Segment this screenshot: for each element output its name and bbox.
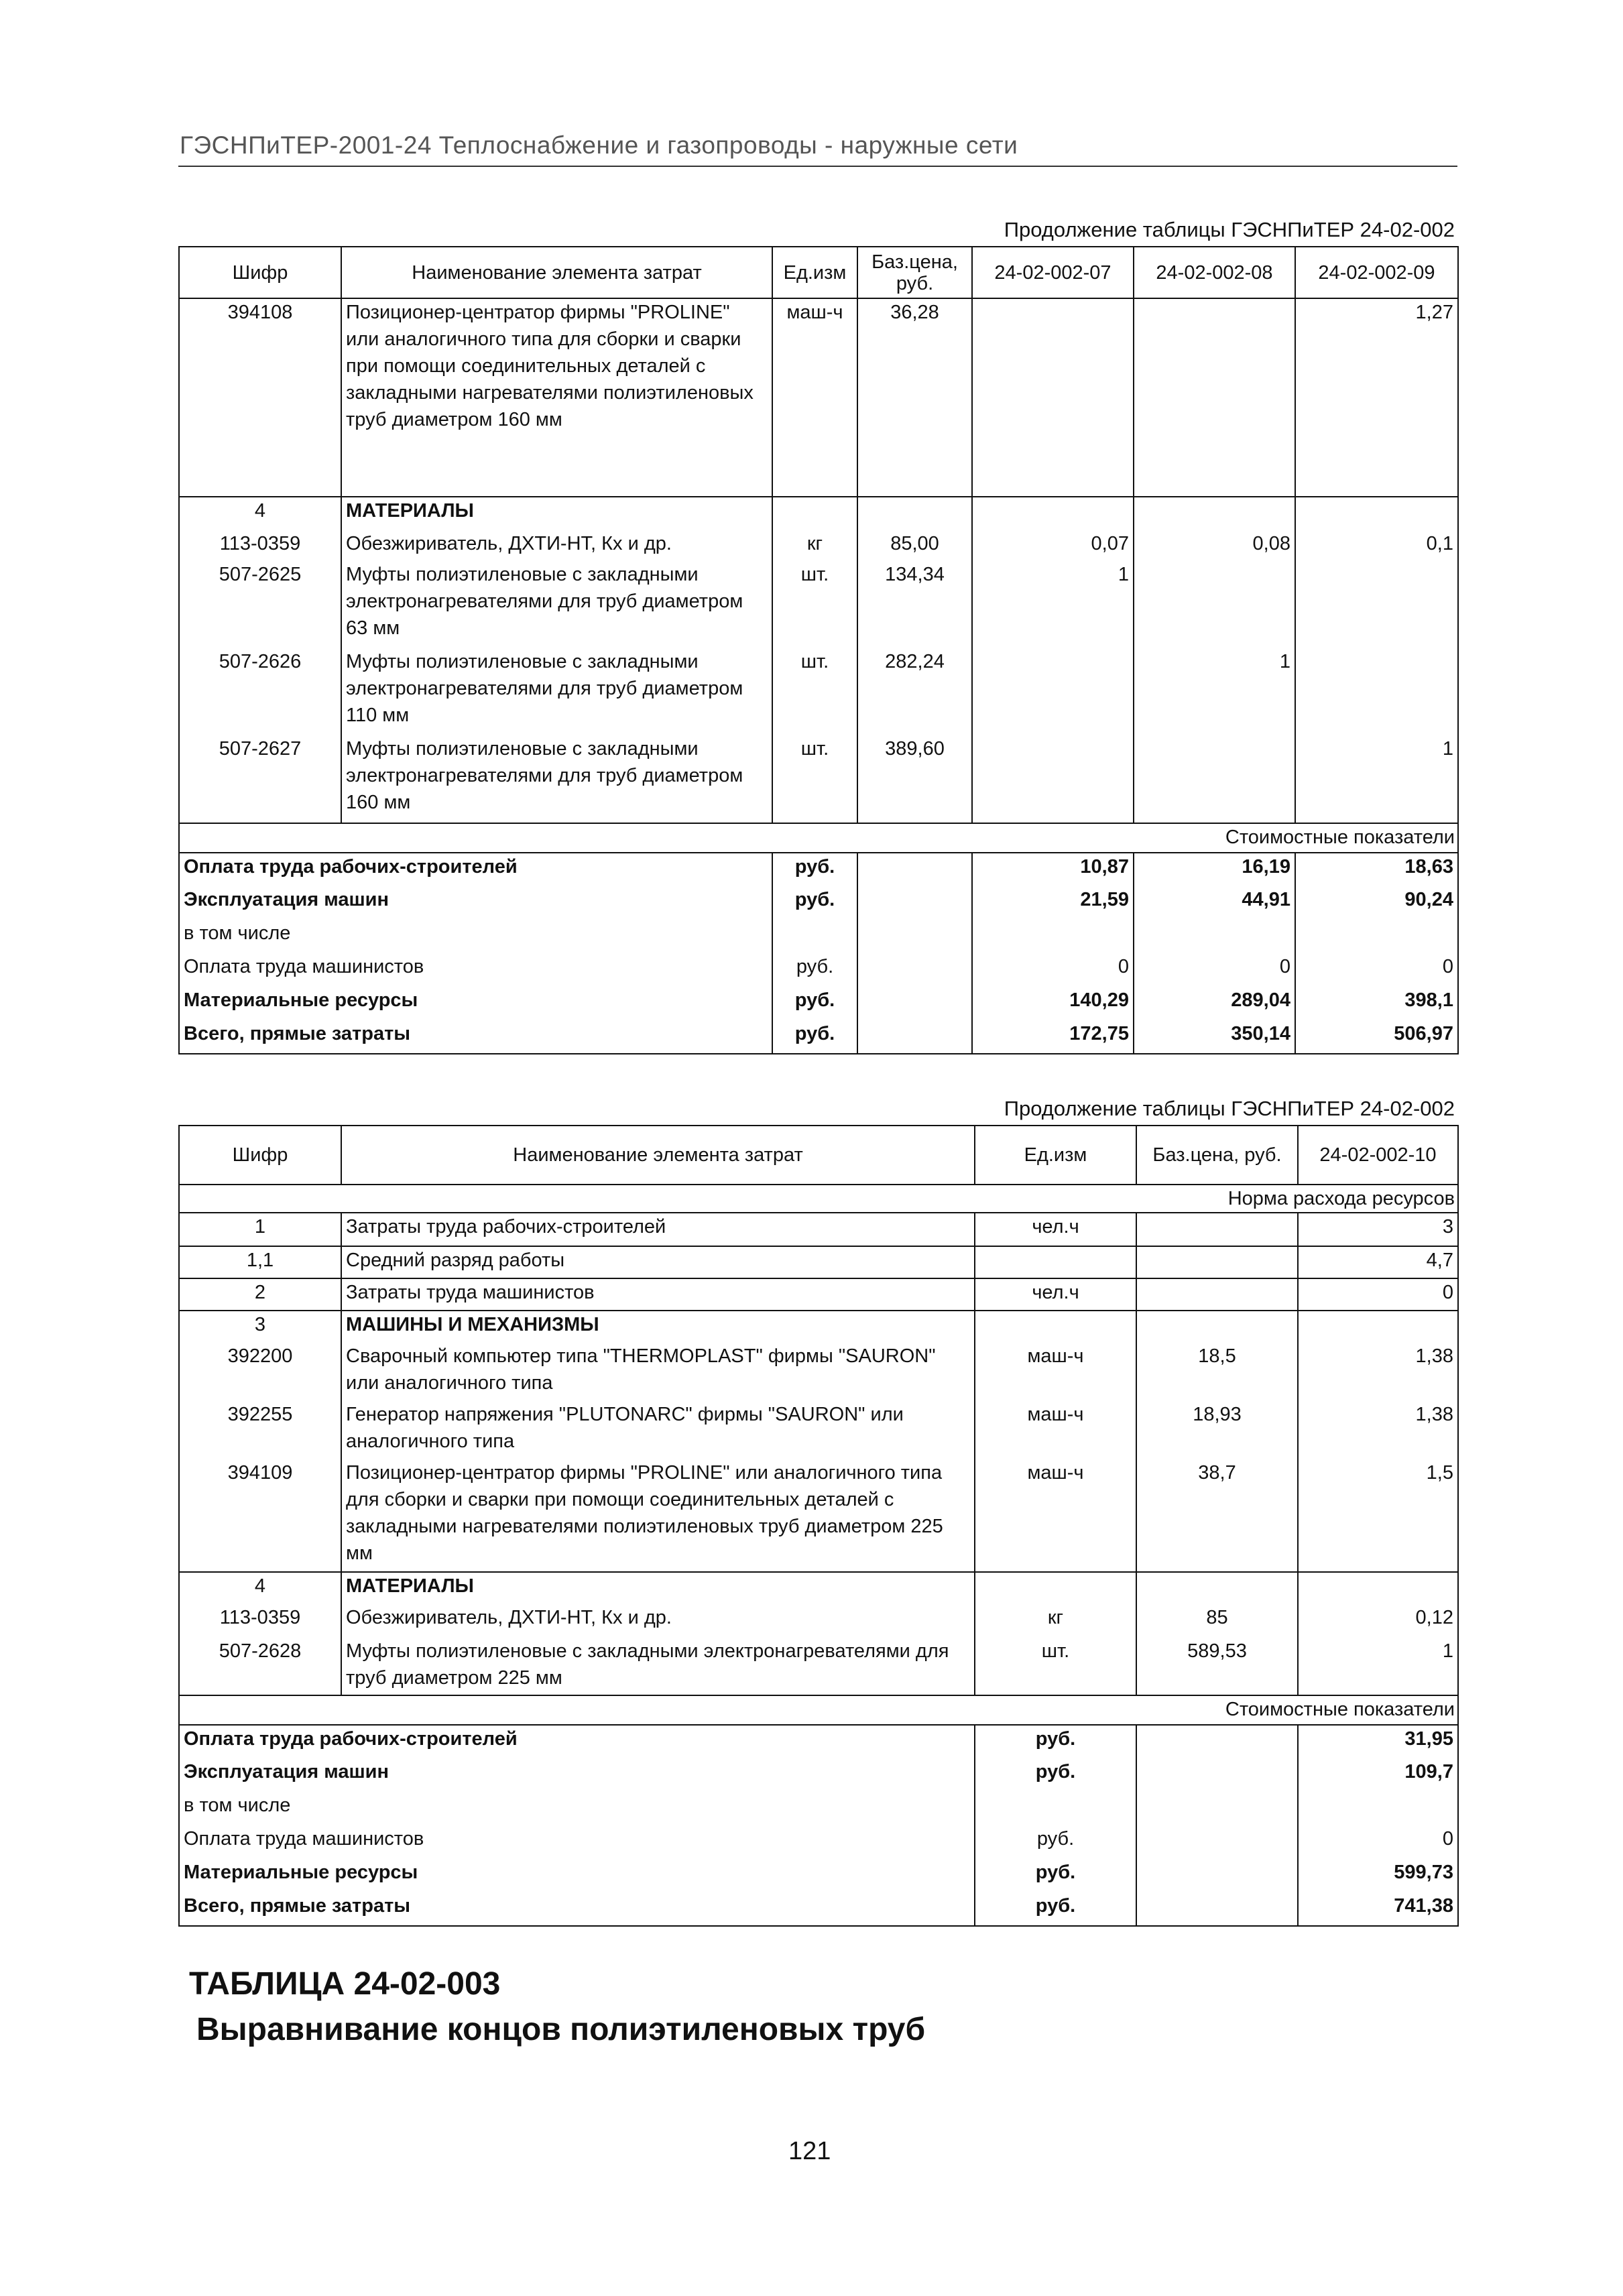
cost-value: 599,73 [1298,1859,1458,1892]
cost-row [179,1859,1458,1892]
cost-name: Всего, прямые затраты [179,1020,772,1054]
row-code: 507-2628 [179,1638,341,1695]
table1-continuation-label: Продолжение таблицы ГЭСНПиТЕР 24-02-002 [1004,218,1455,241]
table-row [179,1246,1458,1278]
row-value: 1,38 [1298,1401,1458,1459]
row-code: 392200 [179,1343,341,1401]
cost-value-07: 0 [972,953,1134,987]
table-row [179,1572,1458,1604]
row-unit: чел.ч [975,1213,1136,1246]
cost-price-empty [857,920,972,953]
row-price [1136,1311,1298,1343]
row-unit [975,1572,1136,1604]
row-price: 36,28 [857,298,972,497]
row-unit: кг [772,530,857,561]
table-row [179,648,1458,735]
row-code: 2 [179,1278,341,1311]
table2-header-row [179,1126,1458,1185]
cost-unit: руб. [975,1892,1136,1926]
cost-name: в том числе [179,1792,975,1825]
cost-value: 109,7 [1298,1758,1458,1792]
cost-row [179,1892,1458,1926]
cost-unit: руб. [772,1020,857,1054]
row-code: 507-2626 [179,648,341,735]
col-header-code: Шифр [179,247,341,298]
cost-value-08: 289,04 [1134,987,1295,1020]
cost-row [179,1725,1458,1758]
cost-value-08: 16,19 [1134,853,1295,886]
cost-row [179,853,1458,886]
row-value-08 [1134,561,1295,648]
table-row [179,561,1458,648]
row-code: 4 [179,1572,341,1604]
cost-value-08: 0 [1134,953,1295,987]
table-row [179,1638,1458,1695]
row-unit [772,497,857,530]
cost-value-07: 21,59 [972,886,1134,920]
row-name: Средний разряд работы [341,1246,975,1278]
page-number: 121 [788,2137,831,2165]
table-row [179,1604,1458,1638]
row-name: Позиционер-центратор фирмы "PROLINE" или аналогичного типа для сборки и сварки при помощи соединительных деталей с закладными нагревателями полиэтиленовых труб диаметром 160 мм [341,298,772,497]
row-name: Обезжириватель, ДХТИ-НТ, Кх и др. [341,1604,975,1638]
cost-unit: руб. [975,1859,1136,1892]
row-value-08: 0,08 [1134,530,1295,561]
row-unit [975,1311,1136,1343]
row-unit: маш-ч [975,1401,1136,1459]
table2 [178,1125,1459,1927]
row-name: Затраты труда рабочих-строителей [341,1213,975,1246]
row-unit: маш-ч [975,1343,1136,1401]
cost-unit: руб. [975,1758,1136,1792]
row-value-09: 1 [1295,735,1458,823]
cost-unit: руб. [772,853,857,886]
cost-unit: руб. [975,1825,1136,1859]
row-unit: чел.ч [975,1278,1136,1311]
row-value: 1 [1298,1638,1458,1695]
row-price: 589,53 [1136,1638,1298,1695]
row-unit: шт. [772,561,857,648]
row-value: 1,38 [1298,1343,1458,1401]
cost-value-07: 10,87 [972,853,1134,886]
cost-name: в том числе [179,920,772,953]
cost-name: Эксплуатация машин [179,886,772,920]
row-value-09: 1,27 [1295,298,1458,497]
row-value-08: 1 [1134,648,1295,735]
cost-value-09 [1295,920,1458,953]
page-header-title: ГЭСНПиТЕР-2001-24 Теплоснабжение и газопроводы - наружные сети [180,131,1018,159]
cost-unit: руб. [772,987,857,1020]
cost-name: Оплата труда рабочих-строителей [179,1725,975,1758]
row-unit [975,1246,1136,1278]
row-code: 4 [179,497,341,530]
cost-price-empty [1136,1758,1298,1792]
row-name: Муфты полиэтиленовые с закладными электронагревателями для труб диаметром 110 мм [341,648,772,735]
row-code: 113-0359 [179,530,341,561]
cost-price-empty [857,987,972,1020]
row-value-07 [972,648,1134,735]
col-header-code: Шифр [179,1126,341,1185]
cost-row [179,1792,1458,1825]
cost-price-empty [857,853,972,886]
col-header-price: Баз.цена, руб. [1136,1126,1298,1185]
table-row [179,1213,1458,1246]
cost-row [179,1020,1458,1054]
cost-unit [772,920,857,953]
cost-name: Всего, прямые затраты [179,1892,975,1926]
cost-value: 741,38 [1298,1892,1458,1926]
row-value-09: 0,1 [1295,530,1458,561]
row-value: 0 [1298,1278,1458,1311]
cost-name: Материальные ресурсы [179,987,772,1020]
row-unit: шт. [975,1638,1136,1695]
row-price [1136,1246,1298,1278]
cost-value [1298,1792,1458,1825]
row-value-07 [972,497,1134,530]
row-name: Сварочный компьютер типа "THERMOPLAST" фирмы "SAURON" или аналогичного типа [341,1343,975,1401]
row-value-08 [1134,497,1295,530]
row-code: 394108 [179,298,341,497]
row-value [1298,1572,1458,1604]
cost-value-09: 18,63 [1295,853,1458,886]
row-value-08 [1134,735,1295,823]
cost-value-09: 0 [1295,953,1458,987]
row-price: 85,00 [857,530,972,561]
cost-value: 0 [1298,1825,1458,1859]
cost-value-08: 350,14 [1134,1020,1295,1054]
row-value [1298,1311,1458,1343]
cost-section-label: Стоимостные показатели [179,823,1458,853]
cost-value: 31,95 [1298,1725,1458,1758]
table2-continuation-label: Продолжение таблицы ГЭСНПиТЕР 24-02-002 [1004,1097,1455,1120]
col-header-name: Наименование элемента затрат [341,1126,975,1185]
row-name: МАТЕРИАЛЫ [341,1572,975,1604]
cost-row [179,987,1458,1020]
cost-value-07: 172,75 [972,1020,1134,1054]
table-row [179,1343,1458,1401]
cost-row [179,953,1458,987]
col-header-name: Наименование элемента затрат [341,247,772,298]
cost-name: Эксплуатация машин [179,1758,975,1792]
row-unit: шт. [772,648,857,735]
cost-value-09: 90,24 [1295,886,1458,920]
row-price: 282,24 [857,648,972,735]
cost-value-07: 140,29 [972,987,1134,1020]
row-code: 113-0359 [179,1604,341,1638]
cost-price-empty [1136,1825,1298,1859]
row-price: 85 [1136,1604,1298,1638]
cost-row [179,886,1458,920]
cost-price-empty [857,953,972,987]
cost-value-09: 398,1 [1295,987,1458,1020]
row-price: 38,7 [1136,1459,1298,1572]
col-header-07: 24-02-002-07 [972,247,1134,298]
row-value-07 [972,735,1134,823]
cost-section-row [179,1695,1458,1725]
row-price [857,497,972,530]
cost-unit: руб. [772,953,857,987]
cost-name: Материальные ресурсы [179,1859,975,1892]
col-header-unit: Ед.изм [772,247,857,298]
row-value-07: 1 [972,561,1134,648]
row-price: 134,34 [857,561,972,648]
row-name: Позиционер-центратор фирмы "PROLINE" или аналогичного типа для сборки и сварки при помощи соединительных деталей с закладными нагревателями полиэтиленовых труб диаметром 225 мм [341,1459,975,1572]
row-price: 18,93 [1136,1401,1298,1459]
row-unit: маш-ч [772,298,857,497]
row-code: 394109 [179,1459,341,1572]
header-divider [178,166,1457,167]
table-row [179,1278,1458,1311]
norm-section-label: Норма расхода ресурсов [179,1185,1458,1213]
row-value-09 [1295,561,1458,648]
cost-name: Оплата труда машинистов [179,1825,975,1859]
row-name: Генератор напряжения "PLUTONARC" фирмы "SAURON" или аналогичного типа [341,1401,975,1459]
col-header-unit: Ед.изм [975,1126,1136,1185]
table-row [179,1401,1458,1459]
row-name: Обезжириватель, ДХТИ-НТ, Кх и др. [341,530,772,561]
norm-section-row [179,1185,1458,1213]
cost-price-empty [1136,1725,1298,1758]
table1-header-row [179,247,1458,298]
cost-row [179,1825,1458,1859]
row-name: Затраты труда машинистов [341,1278,975,1311]
cost-price-empty [857,886,972,920]
row-unit: маш-ч [975,1459,1136,1572]
row-price [1136,1278,1298,1311]
row-code: 3 [179,1311,341,1343]
col-header-09: 24-02-002-09 [1295,247,1458,298]
row-code: 1 [179,1213,341,1246]
table-row [179,298,1458,497]
cost-value-08 [1134,920,1295,953]
cost-value-07 [972,920,1134,953]
row-name: Муфты полиэтиленовые с закладными электронагревателями для труб диаметром 63 мм [341,561,772,648]
row-price: 18,5 [1136,1343,1298,1401]
row-code: 1,1 [179,1246,341,1278]
cost-unit: руб. [975,1725,1136,1758]
row-price [1136,1572,1298,1604]
table3-title: ТАБЛИЦА 24-02-003 [189,1966,501,2002]
cost-unit: руб. [772,886,857,920]
col-header-10: 24-02-002-10 [1298,1126,1458,1185]
cost-section-row [179,823,1458,853]
row-unit: кг [975,1604,1136,1638]
cost-name: Оплата труда машинистов [179,953,772,987]
table-row [179,1311,1458,1343]
cost-value-09: 506,97 [1295,1020,1458,1054]
table-row [179,735,1458,823]
row-price [1136,1213,1298,1246]
row-code: 392255 [179,1401,341,1459]
cost-name: Оплата труда рабочих-строителей [179,853,772,886]
row-value-07 [972,298,1134,497]
cost-price-empty [1136,1892,1298,1926]
row-name: Муфты полиэтиленовые с закладными электронагревателями для труб диаметром 160 мм [341,735,772,823]
cost-unit [975,1792,1136,1825]
table-row [179,497,1458,530]
row-name: МАШИНЫ И МЕХАНИЗМЫ [341,1311,975,1343]
row-value: 4,7 [1298,1246,1458,1278]
row-value-07: 0,07 [972,530,1134,561]
cost-price-empty [1136,1792,1298,1825]
row-code: 507-2627 [179,735,341,823]
col-header-price: Баз.цена, руб. [857,247,972,298]
row-value-09 [1295,648,1458,735]
row-value: 1,5 [1298,1459,1458,1572]
col-header-08: 24-02-002-08 [1134,247,1295,298]
table1 [178,246,1459,1054]
cost-value-08: 44,91 [1134,886,1295,920]
cost-row [179,1758,1458,1792]
row-code: 507-2625 [179,561,341,648]
cost-section-label: Стоимостные показатели [179,1695,1458,1725]
table3-subtitle: Выравнивание концов полиэтиленовых труб [196,2012,926,2047]
row-unit: шт. [772,735,857,823]
cost-price-empty [857,1020,972,1054]
table-row [179,530,1458,561]
cost-price-empty [1136,1859,1298,1892]
row-name: МАТЕРИАЛЫ [341,497,772,530]
cost-row [179,920,1458,953]
row-name: Муфты полиэтиленовые с закладными электронагревателями для труб диаметром 225 мм [341,1638,975,1695]
table-row [179,1459,1458,1572]
row-value: 0,12 [1298,1604,1458,1638]
row-value: 3 [1298,1213,1458,1246]
row-value-08 [1134,298,1295,497]
row-value-09 [1295,497,1458,530]
row-price: 389,60 [857,735,972,823]
